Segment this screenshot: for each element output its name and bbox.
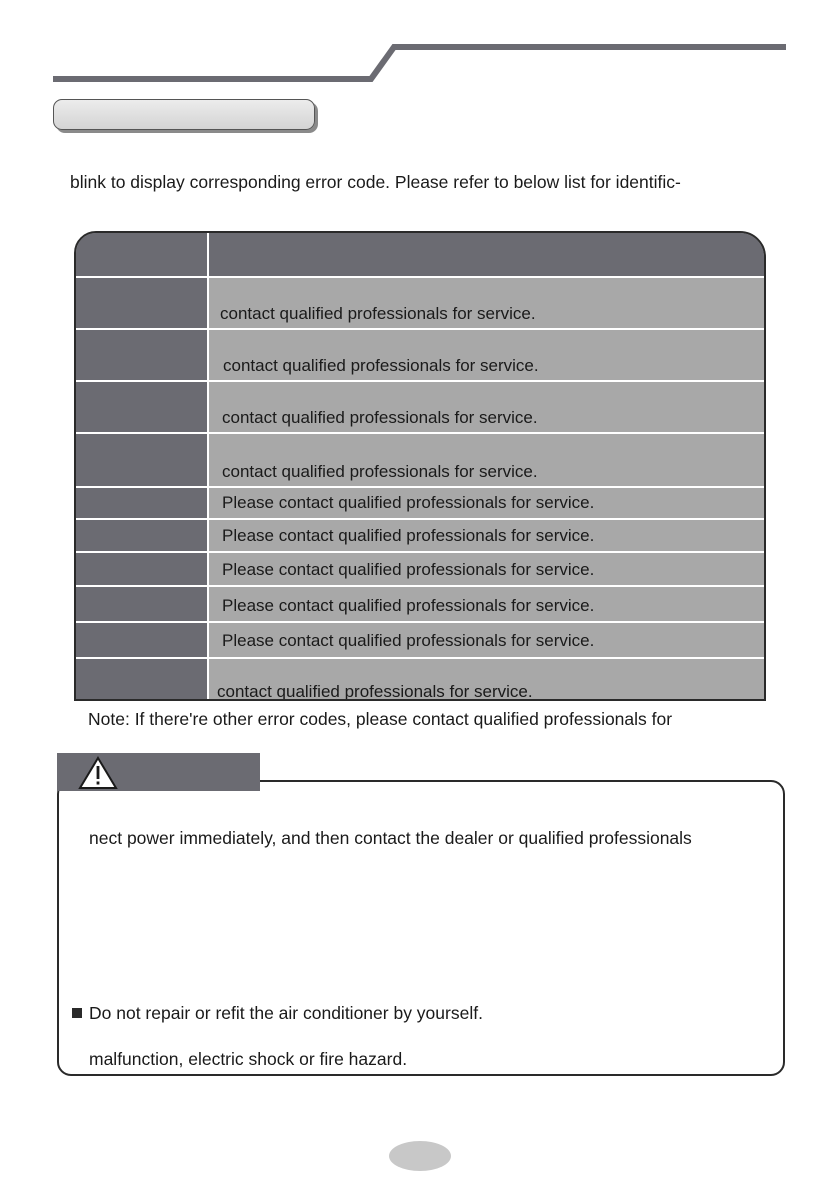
error-code-table — [74, 231, 766, 701]
warning-bullet-text: Do not repair or refit the air conditioner by yourself. — [89, 1003, 483, 1023]
warning-bullet-line — [72, 1003, 483, 1024]
table-row — [76, 488, 764, 520]
solution-text: Please contact qualified professionals for service. — [222, 493, 595, 512]
table-row — [76, 382, 764, 434]
warning-box — [57, 780, 785, 1076]
warning-triangle-icon — [78, 756, 118, 790]
warning-text-line: nect power immediately, and then contact the dealer or qualified professionals — [89, 828, 692, 848]
error-code-cell — [76, 623, 209, 657]
table-row — [76, 330, 764, 382]
bullet-square-icon — [72, 1008, 82, 1018]
section-title-pill — [53, 99, 315, 130]
solution-text: contact qualified professionals for service. — [223, 356, 539, 375]
solution-text: Please contact qualified professionals for service. — [222, 526, 595, 545]
solution-text: contact qualified professionals for service. — [220, 304, 536, 323]
header-solution-cell — [209, 233, 764, 276]
error-code-cell — [76, 278, 209, 328]
table-header-row — [76, 233, 764, 278]
error-code-cell — [76, 520, 209, 551]
solution-text: Please contact qualified professionals for service. — [222, 560, 595, 579]
header-code-cell — [76, 233, 209, 276]
note-text: Note: If there're other error codes, please contact qualified professionals for — [88, 709, 673, 729]
warning-text-line: malfunction, electric shock or fire hazard. — [89, 1049, 408, 1069]
error-code-cell — [76, 587, 209, 621]
error-code-cell — [76, 382, 209, 432]
table-row — [76, 278, 764, 330]
solution-text: contact qualified professionals for service. — [222, 462, 538, 481]
table-row — [76, 587, 764, 623]
table-row — [76, 553, 764, 587]
error-code-cell — [76, 488, 209, 518]
table-row — [76, 659, 764, 701]
solution-text: Please contact qualified professionals for service. — [222, 631, 595, 650]
error-code-cell — [76, 659, 209, 701]
error-code-cell — [76, 553, 209, 585]
table-row — [76, 623, 764, 659]
error-code-cell — [76, 330, 209, 380]
error-code-cell — [76, 434, 209, 486]
table-row — [76, 434, 764, 488]
solution-text: Please contact qualified professionals for service. — [222, 596, 595, 615]
solution-text: contact qualified professionals for service. — [217, 682, 533, 701]
page-number-pill — [389, 1141, 451, 1171]
table-row — [76, 520, 764, 553]
header-rule — [0, 0, 839, 90]
solution-text: contact qualified professionals for service. — [222, 408, 538, 427]
intro-text: blink to display corresponding error code. Please refer to below list for identific- — [70, 172, 681, 192]
